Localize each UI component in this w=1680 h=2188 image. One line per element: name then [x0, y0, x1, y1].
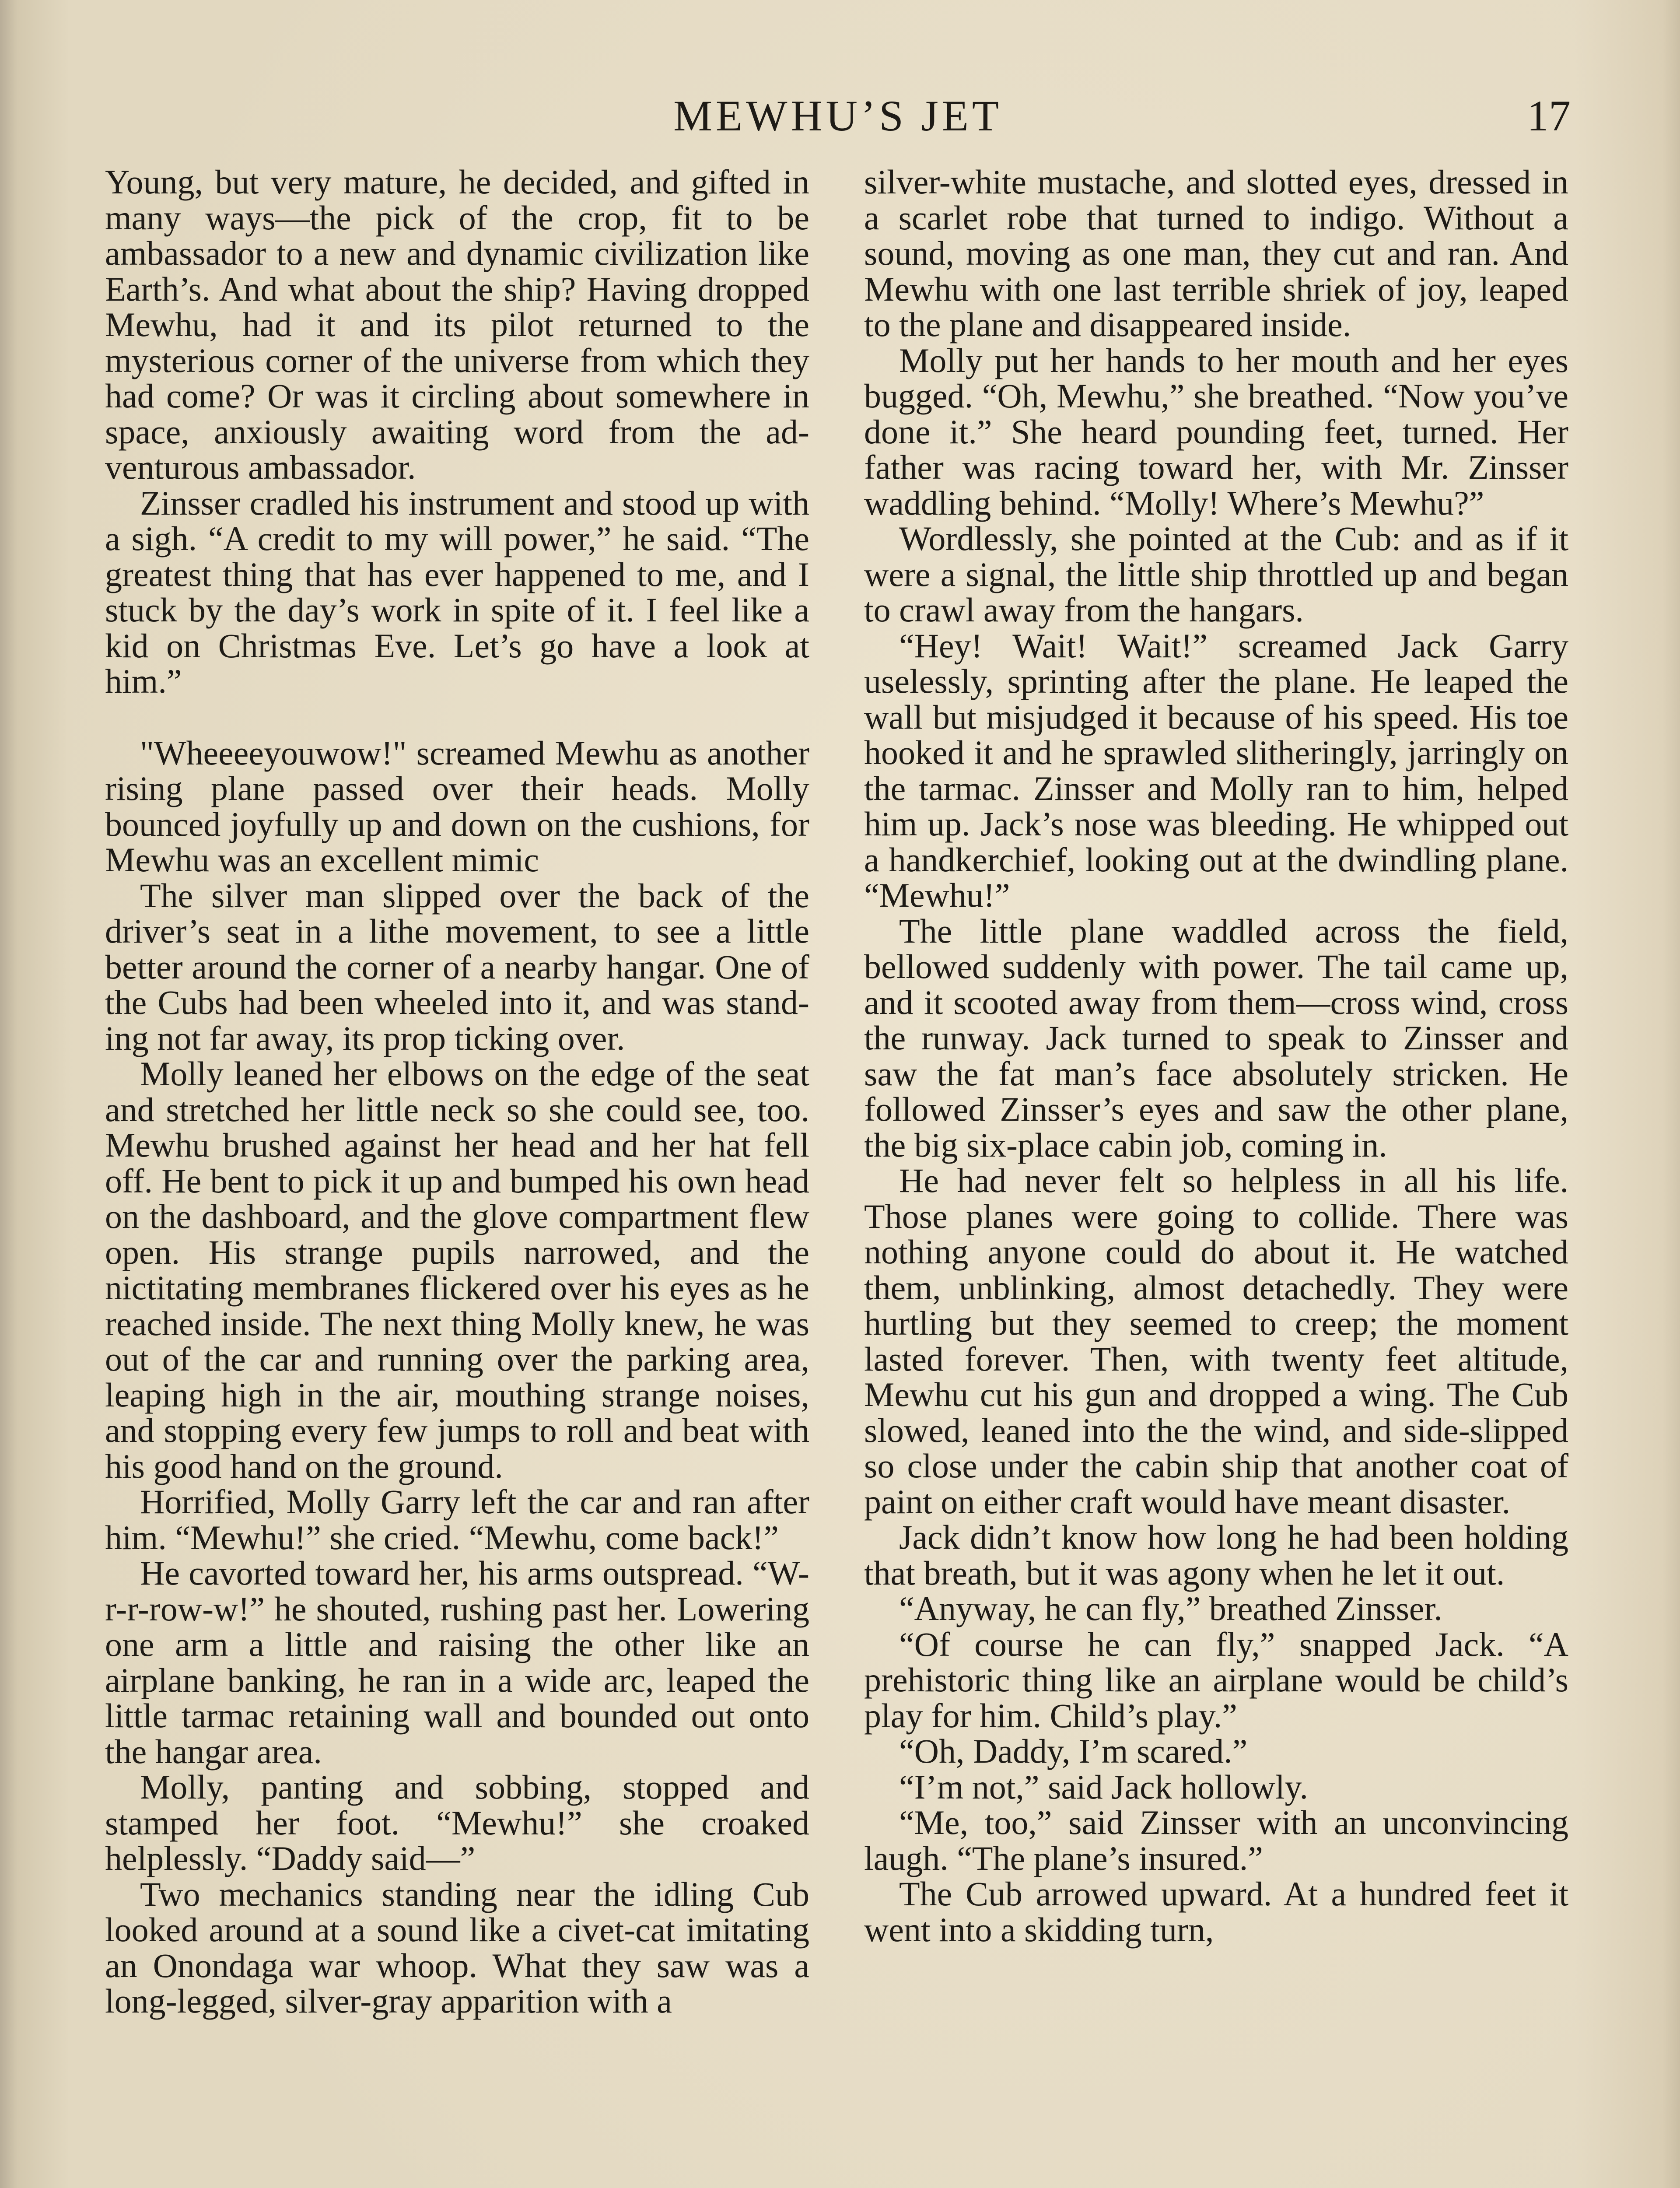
paragraph: “I’m not,” said Jack hollowly.: [899, 1767, 1309, 1806]
paragraph: “Me, too,” said Zinsser with an unconvincing laugh. “The plane’s insured.”: [864, 1803, 1568, 1877]
paragraph: Wordlessly, she pointed at the Cub: and as if it were a signal, the little ship throttled up and began to crawl away from the hangars.: [864, 519, 1568, 629]
paragraph: He had never felt so helpless in all his life. Those planes were going to collide. There was nothing anyone could do about it. He watched them, unblinking, almost detachedly. They were hurtling but they seemed to creep; the moment lasted forever. Then, with twenty feet altitude, Mewhu cut his gun and dropped a wing. The Cub slowed, leaned into the the wind, and side-slipped so close under the cabin ship that another coat of paint on either craft would have meant disaster.: [864, 1161, 1568, 1521]
paragraph: "Wheeeeyouwow!" screamed Mewhu as another rising plane passed over their heads. Molly bounced joyfully up and down on the cushions, for Mewhu was an excellent mimic: [105, 733, 809, 879]
paragraph: The little plane waddled across the field, bellowed suddenly with power. The tail came up, and it scooted away from them—cross wind, cross the runway. Jack turned to speak to Zinsser and saw the fat man’s face absolutely stricken. He followed Zinsser’s eyes and saw the other plane, the big six-place cabin job, coming in.: [864, 912, 1568, 1164]
paragraph: Horrified, Molly Garry left the car and ran after him. “Mewhu!” she cried. “Mewhu, come back!”: [105, 1483, 809, 1557]
page-number: 17: [1527, 91, 1571, 140]
running-head: [105, 85, 1571, 147]
paragraph: He cavorted toward her, his arms outspread. “W-r-r-row-w!” he shouted, rushing past her. Lowering one arm a little and raising the other like an airplane banking, he ran in a wide arc, leaped the little tarmac retaining wall and bounded out onto the hangar area.: [105, 1554, 809, 1771]
paragraph: “Anyway, he can fly,” breathed Zinsser.: [899, 1589, 1442, 1627]
paragraph: “Hey! Wait! Wait!” screamed Jack Garry uselessly, sprinting after the plane. He leaped the wall but misjudged it because of his speed. His toe hooked it and he sprawled slitheringly, jarringly on the tarmac. Zinsser and Molly ran to him, helped him up. Jack’s nose was bleeding. He whipped out a handkerchief, looking out at the dwindling plane. “Mewhu!”: [864, 626, 1568, 914]
paragraph: The silver man slipped over the back of the driver’s seat in a lithe movement, to see a little better around the corner of a nearby hangar. One of the Cubs had been wheeled into it, and was standing not far away, its prop ticking over.: [105, 876, 809, 1057]
paragraph: Molly, panting and sobbing, stopped and stamped her foot. “Mewhu!” she croaked helplessly. “Daddy said—”: [105, 1768, 809, 1877]
paragraph: silver-white mustache, and slotted eyes, dressed in a scarlet robe that turned to indigo. Without a sound, moving as one man, they cut and ran. And Mewhu with one last terrible shriek of joy, leaped to the plane and disappeared inside.: [864, 163, 1568, 344]
left-column: [105, 164, 809, 2019]
paragraph: Molly leaned her elbows on the edge of the seat and stretched her little neck so she could see, too. Mewhu brushed against her head and her hat fell off. He bent to pick it up and bumped his own head on the dashboard, and the glove compartment flew open. His strange pupils narrowed, and the nictitating membranes flickered over his eyes as he reached inside. The next thing Molly knew, he was out of the car and running over the parking area, leaping high in the air, mouthing strange noises, and stopping every few jumps to roll and beat with his good hand on the ground.: [105, 1055, 809, 1485]
paragraph: Young, but very mature, he decided, and gifted in many ways—the pick of the crop, fit to be ambassador to a new and dynamic civilization like Earth’s. And what about the ship? Having dropped Mewhu, had it and its pilot returned to the mysterious corner of the universe from which they had come? Or was it circling about somewhere in space, anxiously awaiting word from the adventurous ambassador.: [105, 163, 809, 486]
paragraph: Zinsser cradled his instrument and stood up with a sigh. “A credit to my will power,” he said. “The greatest thing that has ever happened to me, and I stuck by the day’s work in spite of it. I feel like a kid on Christmas Eve. Let’s go have a look at him.”: [105, 484, 809, 700]
paragraph: The Cub arrowed upward. At a hundred feet it went into a skidding turn,: [864, 1875, 1568, 1949]
running-title: MEWHU’S JET: [673, 91, 1002, 140]
paragraph: Two mechanics standing near the idling Cub looked around at a sound like a civet-cat imitating an Onondaga war whoop. What they saw was a long-legged, silver-gray apparition with a: [105, 1875, 809, 2020]
paragraph: Molly put her hands to her mouth and her eyes bugged. “Oh, Mewhu,” she breathed. “Now you’ve done it.” She heard pounding feet, turned. Her father was racing toward her, with Mr. Zinsser waddling behind. “Molly! Where’s Mewhu?”: [864, 341, 1568, 522]
paragraph: “Oh, Daddy, I’m scared.”: [899, 1732, 1248, 1770]
right-column: [864, 164, 1568, 1947]
paragraph: Jack didn’t know how long he had been holding that breath, but it was agony when he let it out.: [864, 1518, 1568, 1592]
paragraph: “Of course he can fly,” snapped Jack. “A prehistoric thing like an airplane would be child’s play for him. Child’s play.”: [864, 1625, 1568, 1735]
